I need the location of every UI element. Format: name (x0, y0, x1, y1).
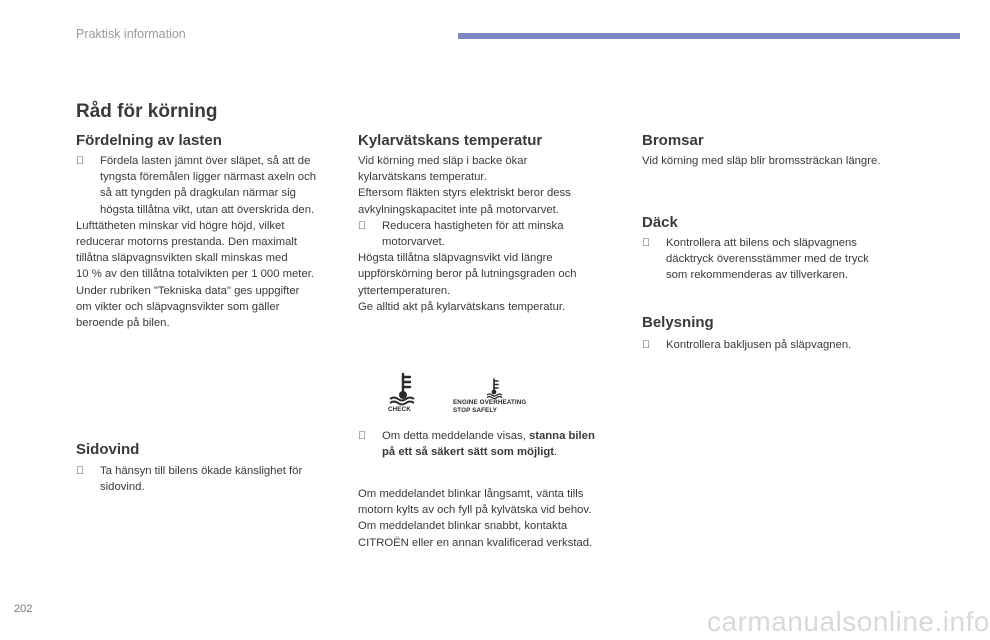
text-line: Ge alltid akt på kylarvätskans temperatur. (358, 300, 566, 313)
bullet-marker (358, 218, 366, 234)
inline-bold-text: stanna bilen (528, 430, 595, 442)
section-title-sidovind: Sidovind (76, 441, 140, 458)
text-line: Vid körning med släp blir bromssträckan längre. (642, 155, 881, 167)
text-line: om vikter och släpvagnsvikter som gäller (76, 300, 280, 313)
bullet-marker (642, 235, 650, 251)
kylar-body-1 (358, 153, 630, 315)
text-line: så att tyngden på dragkulan närmar sig (100, 187, 296, 200)
text-line: högsta tillåtna vikt, utan att överskrida den. (100, 203, 315, 216)
list-item (358, 218, 630, 250)
text-line: Om meddelandet blinkar snabbt, kontakta (358, 520, 568, 533)
kylar-body-2 (358, 428, 630, 460)
inline-text: Om detta meddelande visas, (382, 430, 529, 442)
text-line: kylarvätskans temperatur. (358, 171, 487, 184)
coolant-temperature-check-icon (386, 372, 420, 414)
section-title-bromsar: Bromsar (642, 132, 704, 149)
text-line: motorn kylts av och fyll på kylvätska vid behov. (358, 504, 592, 517)
text-line (382, 444, 630, 460)
text-line: sidovind. (100, 481, 145, 494)
list-item (76, 463, 348, 495)
list-item (642, 235, 932, 284)
page-number: 202 (14, 603, 33, 615)
list-item (642, 337, 932, 353)
text-line: 10 % av den tillåtna totalvikten per 1 000 meter. (76, 268, 315, 281)
engine-overheating-icon (453, 378, 535, 415)
text-line: Under rubriken "Tekniska data" ges uppgifter (76, 284, 300, 297)
text-line: Högsta tillåtna släpvagnsvikt vid längre (358, 252, 553, 265)
text-line: reducerar motorns prestanda. Den maximalt (76, 236, 298, 249)
section-title-kylarvatska: Kylarvätskans temperatur (358, 132, 543, 149)
page-title: Råd för körning (76, 101, 218, 122)
text-line: beroende på bilen. (76, 317, 170, 330)
text-line: Ta hänsyn till bilens ökade känslighet för (100, 465, 303, 477)
sidovind-body (76, 463, 348, 495)
icon-check-label: CHECK (388, 406, 411, 413)
bullet-marker (642, 337, 650, 353)
belysning-body (642, 337, 932, 353)
text-line: som rekommenderas av tillverkaren. (666, 269, 849, 282)
icon-overheat-label-2: STOP SAFELY (453, 407, 498, 414)
section-title-fordelning: Fördelning av lasten (76, 132, 222, 149)
header-section-label: Praktisk information (76, 27, 186, 41)
text-line: Om meddelandet blinkar långsamt, vänta tills (358, 488, 584, 500)
header-bar (458, 33, 960, 39)
inline-bold-text: på ett så säkert sätt som möjligt (382, 446, 555, 459)
watermark: carmanualsonline.info (707, 606, 990, 637)
text-line: Fördela lasten jämnt över släpet, så att de (100, 155, 311, 167)
text-line: Vid körning med släp i backe ökar (358, 155, 528, 167)
text-line: tillåtna släpvagnsvikten skall minskas med (76, 252, 288, 265)
inline-text: . (554, 446, 558, 459)
list-item (358, 428, 630, 460)
dack-body (642, 235, 932, 284)
text-line: CITROËN eller en annan kvalificerad verkstad. (358, 536, 593, 549)
bullet-marker (358, 428, 366, 444)
text-line: Kontrollera att bilens och släpvagnens (666, 237, 857, 249)
list-item (76, 153, 348, 218)
text-line: Kontrollera bakljusen på släpvagnen. (666, 339, 852, 351)
section-title-belysning: Belysning (642, 314, 714, 331)
bromsar-body (642, 153, 932, 169)
text-line: däcktryck överensstämmer med de tryck (666, 253, 869, 266)
text-line: yttertemperaturen. (358, 284, 451, 297)
text-line: Eftersom fläkten styrs elektriskt beror dess (358, 187, 571, 200)
text-line: tyngsta föremålen ligger närmast axeln och (100, 171, 317, 184)
text-line: avkylningskapacitet inte på motorvarvet. (358, 203, 559, 216)
text-line: uppförskörning beror på lutningsgraden och (358, 268, 577, 281)
text-line: motorvarvet. (382, 236, 445, 249)
bullet-marker (76, 463, 84, 479)
fordelning-body (76, 153, 348, 331)
text-line (382, 428, 630, 444)
icon-overheat-label-1: ENGINE OVERHEATING (453, 399, 527, 406)
kylar-body-3 (358, 486, 630, 551)
text-line: Lufttätheten minskar vid högre höjd, vilket (76, 219, 285, 232)
bullet-marker (76, 153, 84, 169)
section-title-dack: Däck (642, 214, 678, 231)
text-line: Reducera hastigheten för att minska (382, 219, 564, 232)
